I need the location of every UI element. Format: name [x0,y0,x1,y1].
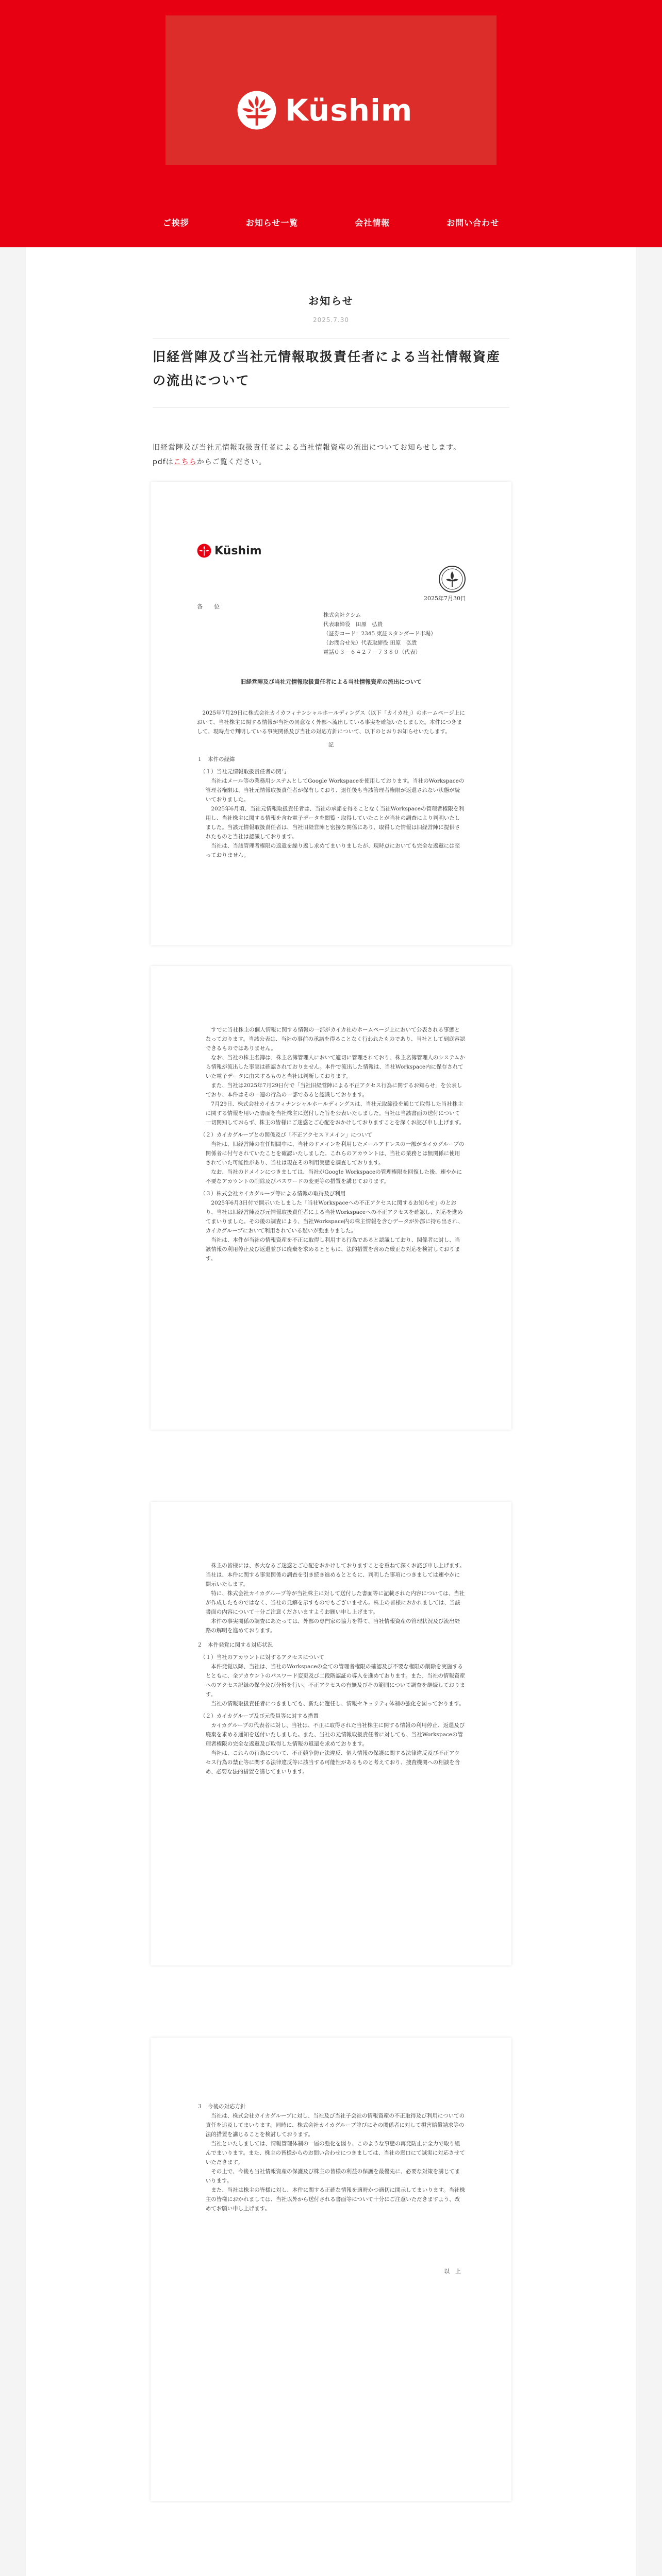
main-nav [0,216,662,228]
doc-paragraph: すでに当社株主の個人情報に関する情報の一部がカイカ社のホームページ上において公表される事態となっております。当該公表は、当社の事前の承諾を得ることなく行われたものであり、当社として到底容認できるものではありません。 [205,1027,465,1052]
doc-paragraph: 当社は、旧経営陣の在任期間中に、当社のドメインを利用したメールアドレスの一部がカイカグループの関係者に付与されていたことを確認いたしました。これらのアカウントは、当社の業務とは無関係に使用されていた可能性があり、当社は現在その利用実態を調査しております。 [205,1141,465,1166]
doc-section-heading: ３ 今後の対応方針 [197,2104,246,2110]
article-title: 旧経営陣及び当社元情報取扱責任者による当社情報資産の流出について [153,349,501,388]
doc-paragraph: 当社は、本件が当社の情報資産を不正に取得し利用する行為であると認識しており、関係者に対し、当該情報の利用停止及び返還並びに廃棄を求めるとともに、法的措置を含めた厳正な対応を検討しております。 [205,1237,460,1262]
pdf-line [153,455,509,469]
doc-paragraph: 2025年6月頃、当社元情報取扱責任者は、当社の承諾を得ることなく当社Workspaceの管理者権限を利用し、当社株主に関する情報を含む電子データを閲覧・取得していたことが当社の調査により判明いたしました。当該元情報取扱責任者は、当社旧経営陣と密接な関係にあり、取得した情報は旧経営陣に提供されたものと当社は認識しております。 [205,806,464,840]
title-rule-bottom [153,407,509,408]
doc-paragraph: 7月29日、株式会社カイカフィナンシャルホールディングスは、当社元取締役を通じて取得した当社株主に関する情報を用いた書面を当社株主に送付した旨を公表いたしました。当社は当該書面の送付について一切関知しておらず、株主の皆様にご迷惑とご心配をおかけしておりますことを深くお詫び申し上げます。 [205,1101,465,1126]
doc-subheading: （３）株式会社カイカグループ等による情報の取得及び利用 [200,1191,346,1197]
pdf-page-1 [151,482,511,945]
doc-paragraph: 本件発覚以降、当社は、当社のWorkspaceの全ての管理者権限の確認及び不要な権限の削除を実施するとともに、全アカウントのパスワード変更及び二段階認証の導入を進めております。また、当社の情報資産へのアクセス記録の保全及び分析を行い、不正アクセスの有無及びその範囲について調査を継続しております。 [205,1664,465,1698]
nav-news[interactable]: お知らせ一覧 [245,218,299,228]
pdf-page-2 [151,966,511,1430]
doc-paragraph: 当社の情報取扱責任者につきましても、新たに選任し、情報セキュリティ体制の強化を図っております。 [211,1701,465,1707]
sender-line: 代表取締役 田原 弘貴 [323,621,383,628]
pdf-prefix: pdfは [153,458,174,466]
doc-addressee: 各 位 [197,603,220,610]
doc-paragraph: 当社といたしましては、情報管理体制の一層の強化を図り、このような事態の再発防止に全力で取り組んでまいります。また、株主の皆様からのお問い合わせにつきましては、当社の窓口にて誠実に対応させていただきます。 [205,2141,465,2165]
nav-greeting[interactable]: ご挨拶 [162,218,189,228]
sender-line: （お問合せ先）代表取締役 田原 弘貴 [323,640,417,646]
logo-mark-icon [237,90,277,130]
doc-subheading: （１）当社元情報取扱責任者の関与 [200,769,287,775]
pdf-page-4 [151,2038,511,2501]
doc-body-2 [197,1025,465,1263]
doc-paragraph: その上で、今後も当社情報資産の保護及び株主の皆様の利益の保護を最優先に、必要な対策を講じてまいります。 [205,2168,460,2184]
nav-company[interactable]: 会社情報 [355,218,390,228]
doc-body-3 [197,1561,465,1776]
sender-line: （証券コード：2345 東証スタンダード市場） [323,631,436,637]
doc-paragraph: 当社は、当該管理者権限の返還を繰り返し求めてまいりましたが、現時点においても完全な返還には至っておりません。 [205,843,460,858]
doc-subheading: （２）カイカグループとの関係及び「不正アクセスドメイン」について [200,1132,372,1138]
doc-paragraph: また、当社は株主の皆様に対し、本件に関する正確な情報を適時かつ適切に開示してまいります。当社株主の皆様におかれましては、当社以外から送付される書面等について十分にご注意いただきますよう、改めてお願い申し上げます。 [205,2187,465,2212]
doc-logo-text: Küshim [214,544,262,557]
header [0,0,662,247]
company-seal-icon [438,565,466,593]
doc-paragraph: また、当社は2025年7月29日付で「当社旧経営陣による不正アクセス行為に関するお知らせ」を公表しており、本件はその一連の行為の一部であると認識しております。 [205,1082,462,1098]
doc-paragraph: なお、当社の株主名簿は、株主名簿管理人において適切に管理されており、株主名簿管理人のシステムから情報が流出した事実は確認されておりません。本件で流出した情報は、当社Workspace内に保存されていた電子データに由来するものと当社は判断しております。 [205,1055,465,1079]
doc-paragraph: カイカグループの代表者に対し、当社は、不正に取得された当社株主に関する情報の利用停止、返還及び廃棄を求める通知を送付いたしました。また、当社の元情報取扱責任者に対しても、当社Workspaceの管理者権限の完全な返還及び取得した情報の返還を求めております。 [205,1722,465,1747]
doc-section-heading: １ 本件の経緯 [197,756,235,762]
doc-subheading: （２）カイカグループ及び元役員等に対する措置 [200,1713,319,1719]
doc-paragraph: 当社は、株式会社カイカグループに対し、当社及び当社子会社の情報資産の不正取得及び利用についての責任を追及してまいります。同時に、株式会社カイカグループ並びにその関係者に対して損害賠償請求等の法的措置を講じることを検討しております。 [205,2113,465,2138]
hero-banner [166,15,496,165]
doc-logo [197,544,262,558]
nav-contact[interactable]: お問い合わせ [446,218,500,228]
intro-text: 旧経営陣及び当社元情報取扱責任者による当社情報資産の流出についてお知らせします。 [153,444,461,452]
doc-sender [323,611,473,657]
article-intro [153,440,509,469]
doc-paragraph: 株主の皆様には、多大なるご迷惑とご心配をおかけしておりますことを重ねて深くお詫び申し上げます。当社は、本件に関する事実関係の調査を引き続き進めるとともに、判明した事項につきましては速やかに開示いたします。 [205,1563,465,1587]
sender-line: 株式会社クシム [323,612,361,618]
pdf-page-3 [151,1502,511,1965]
doc-paragraph: 特に、株式会社カイカグループ等が当社株主に対して送付した書面等に記載された内容については、当社が作成したものではなく、当社の見解を示すものでもございません。株主の皆様におかれましては、当該書面の内容について十分ご注意くださいますようお願い申し上げます。 [205,1590,465,1615]
doc-body-1 [197,708,465,860]
doc-ki: 記 [328,742,334,748]
doc-date: 2025年7月30日 [424,595,466,602]
doc-section-heading: ２ 本件発覚に関する対応状況 [197,1642,273,1648]
sender-line: 電話０３－６４２７－７３８０（代表） [323,649,421,655]
doc-paragraph: 2025年6月3日付で開示いたしました「当社Workspaceへの不正アクセスに関するお知らせ」のとおり、当社は旧経営陣及び元情報取扱責任者による当社Workspaceへの不正アクセスを確認し、対応を進めてまいりました。その後の調査により、当社Workspace内の株主情報を含むデータが外部に持ち出され、カイカグループにおいて利用されている疑いが強まりました。 [205,1200,464,1234]
doc-body-4 [197,2097,465,2213]
doc-logo-mark-icon [197,544,211,558]
doc-heading: 旧経営陣及び当社元情報取扱責任者による当社情報資産の流出について [240,679,422,685]
doc-paragraph: 2025年7月29日に株式会社カイカフィナンシャルホールディングス（以下「カイカ社」）のホームページ上において、当社株主に関する情報が当社の同意なく外部へ流出している事実を確認いたしました。本件につきまして、現時点で判明している事実関係及び当社の対応方針について、以下のとおりお知らせいたします。 [197,710,465,735]
logo-text: Küshim [285,93,413,128]
doc-paragraph: 当社は、これらの行為について、不正競争防止法違反、個人情報の保護に関する法律違反及び不正アクセス行為の禁止等に関する法律違反等に該当する可能性があるものと考えており、捜査機関への相談を含め、必要な法的措置を講じてまいります。 [205,1750,460,1775]
doc-paragraph: 当社はメール等の業務用システムとしてGoogle Workspaceを使用しております。当社のWorkspaceの管理者権限は、当社元情報取扱責任者が保有しており、退任後も当該管理者権限が返還されない状態が続いておりました。 [205,778,465,803]
content-panel [26,247,636,2576]
publish-date: 2025.7.30 [312,316,350,324]
pdf-suffix: からご覧ください。 [196,458,267,466]
doc-paragraph: なお、当社のドメインにつきましては、当社がGoogle Workspaceの管理権限を回復した後、速やかに不要なアカウントの削除及びパスワードの変更等の措置を講じております。 [205,1169,462,1184]
pdf-link[interactable]: こちら [173,458,197,466]
doc-subheading: （１）当社のアカウントに対するアクセスについて [200,1654,325,1660]
doc-end-mark: 以 上 [444,2268,461,2275]
logo[interactable] [237,90,412,130]
section-title: お知らせ [308,295,354,307]
doc-paragraph: 本件の事実関係の調査にあたっては、外部の専門家の協力を得て、当社情報資産の管理状況及び流出経路の解明を進めております。 [205,1618,460,1634]
